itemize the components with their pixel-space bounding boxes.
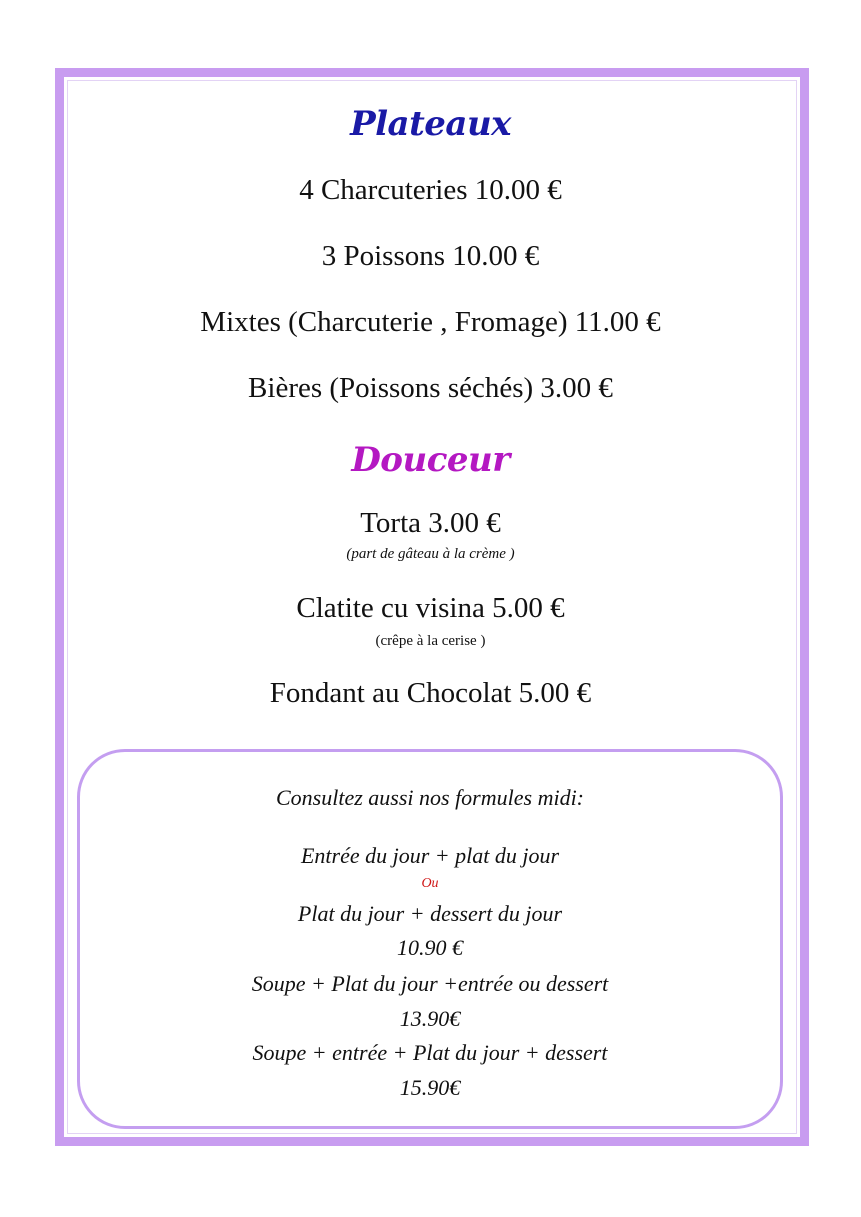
plateaux-title: Plateaux xyxy=(350,104,511,144)
plateaux-item: Bières (Poissons séchés) 3.00 € xyxy=(248,372,613,404)
douceur-item: Torta 3.00 € xyxy=(360,507,501,539)
formule-price: 13.90€ xyxy=(399,1006,461,1031)
douceur-item-note: (crêpe à la cerise ) xyxy=(375,633,486,649)
formule-option: Soupe + Plat du jour +entrée ou dessert xyxy=(251,971,609,996)
formule-option: Soupe + entrée + Plat du jour + dessert xyxy=(252,1040,608,1065)
plateaux-item: 4 Charcuteries 10.00 € xyxy=(299,174,562,206)
douceur-item: Fondant au Chocolat 5.00 € xyxy=(269,677,592,709)
formule-option: Plat du jour + dessert du jour xyxy=(297,901,563,926)
formule-price: 15.90€ xyxy=(399,1075,461,1100)
douceur-item: Clatite cu visina 5.00 € xyxy=(296,592,565,624)
formules-intro: Consultez aussi nos formules midi: xyxy=(275,785,585,810)
formule-price: 10.90 € xyxy=(397,935,463,960)
plateaux-item: Mixtes (Charcuterie , Fromage) 11.00 € xyxy=(200,306,661,338)
formule-option: Entrée du jour + plat du jour xyxy=(300,843,560,868)
formule-or: Ou xyxy=(421,876,439,891)
douceur-item-note: (part de gâteau à la crème ) xyxy=(346,546,515,562)
plateaux-item: 3 Poissons 10.00 € xyxy=(321,240,540,272)
douceur-title: Douceur xyxy=(351,440,510,480)
